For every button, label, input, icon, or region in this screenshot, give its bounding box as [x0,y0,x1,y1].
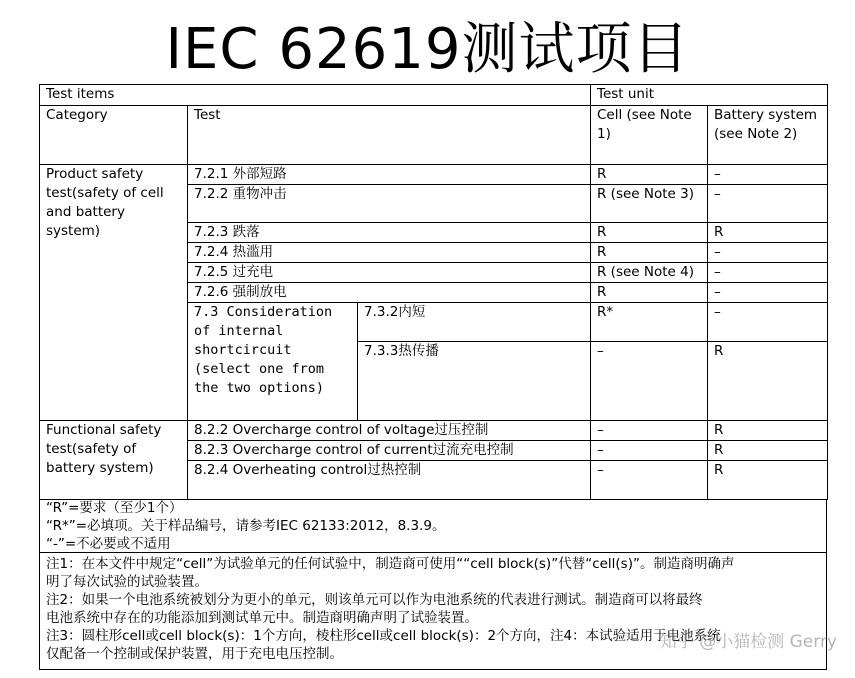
cell-value: – [591,421,708,441]
test-cell: 8.2.4 Overheating control过热控制 [188,461,591,500]
test-cell: 7.2.4 热滥用 [188,243,591,263]
table-row [40,421,828,441]
note-line: 注3：圆柱形cell或cell block(s)：1个方向，棱柱形cell或cell block(s)：2个方向，注4：本试验适用于电池系统 [46,628,721,644]
test-cell: 8.2.2 Overcharge control of voltage过压控制 [188,421,591,441]
cell-value: R [591,283,708,303]
internal-short-circuit-label: 7.3 Consideration of internal shortcircuit (select one from the two options) [188,303,358,421]
battery-value: R [708,461,828,500]
table-header-row [40,85,828,106]
functional-safety-category: Functional safety test(safety of battery system) [40,421,188,500]
battery-system-header: Battery system (see Note 2) [708,106,828,165]
battery-value: – [708,243,828,263]
test-items-header: Test items [40,85,591,106]
battery-value: R [708,223,828,243]
battery-value: – [708,283,828,303]
cell-value: R [591,243,708,263]
cell-value: R (see Note 4) [591,263,708,283]
test-cell: 7.3.2内短 [358,303,591,342]
test-cell: 7.3.3热传播 [358,342,591,421]
legend-line: “R*”=必填项。关于样品编号，请参考IEC 62133:2012，8.3.9。 [46,518,446,534]
battery-value: – [708,185,828,223]
test-cell: 7.2.2 重物冲击 [188,185,591,223]
footnotes-box [39,553,827,670]
test-cell: 7.2.5 过充电 [188,263,591,283]
battery-value: – [708,263,828,283]
product-safety-category: Product safety test(safety of cell and battery system) [40,165,188,421]
cell-value: R (see Note 3) [591,185,708,223]
cell-value: – [591,342,708,421]
test-header: Test [188,106,591,165]
table-row [40,165,828,185]
test-cell: 7.2.1 外部短路 [188,165,591,185]
test-items-table [39,84,828,500]
cell-value: R* [591,303,708,342]
category-header: Category [40,106,188,165]
battery-value: R [708,421,828,441]
note-line: 注2：如果一个电池系统被划分为更小的单元，则该单元可以作为电池系统的代表进行测试。制造商可以将最终 [46,592,703,608]
note-line: 注1：在本文件中规定“cell”为试验单元的任何试验中，制造商可使用““cell block(s)”代替“cell(s)”。制造商明确声 [46,556,735,572]
battery-value: – [708,303,828,342]
cell-value: – [591,461,708,500]
test-cell: 7.2.6 强制放电 [188,283,591,303]
cell-value: R [591,223,708,243]
legend-box [39,499,827,553]
legend-line: “R”=要求（至少1个） [46,500,183,516]
test-unit-header: Test unit [591,85,828,106]
legend-line: “-”=不必要或不适用 [46,536,171,552]
battery-value: R [708,441,828,461]
cell-value: R [591,165,708,185]
battery-value: R [708,342,828,421]
note-line: 明了每次试验的试验装置。 [46,574,208,590]
note-line: 电池系统中存在的功能添加到测试单元中。制造商明确声明了试验装置。 [46,610,478,626]
watermark: 知乎 @小猫检测 Gerry [659,632,837,652]
cell-value: – [591,441,708,461]
cell-header: Cell (see Note 1) [591,106,708,165]
table-subheader-row [40,106,828,165]
test-cell: 7.2.3 跌落 [188,223,591,243]
note-line: 仅配备一个控制或保护装置，用于充电电压控制。 [46,646,343,662]
page-title: IEC 62619测试项目 [165,17,690,82]
test-cell: 8.2.3 Overcharge control of current过流充电控制 [188,441,591,461]
battery-value: – [708,165,828,185]
